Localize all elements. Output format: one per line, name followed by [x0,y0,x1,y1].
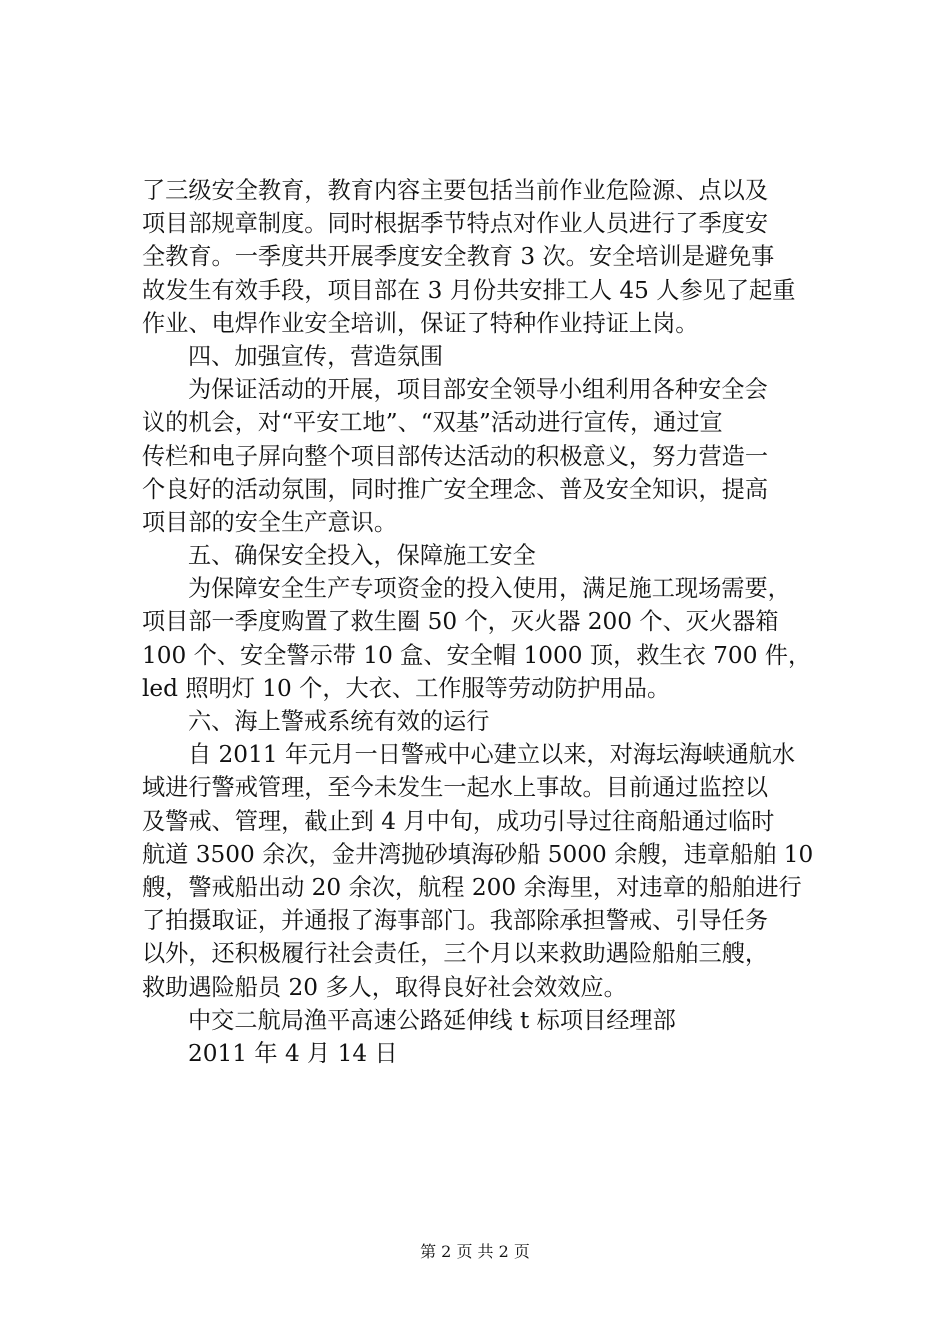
section-heading: 五、确保安全投入，保障施工安全 [188,542,536,570]
body-line: 项目部的安全生产意识。 [142,508,398,536]
body-line: 了三级安全教育，教育内容主要包括当前作业危险源、点以及 [142,177,769,204]
body-line: 艘，警戒船出动 20 余次，航程 200 余海里，对违章的船舶进行 [142,873,802,901]
body-line: 传栏和电子屏向整个项目部传达活动的积极意义，努力营造一 [142,442,769,470]
document-body [142,174,832,1070]
body-line: 故发生有效手段，项目部在 3 月份共安排工人 45 人参见了起重 [142,276,796,304]
body-line: 个良好的活动氛围，同时推广安全理念、普及安全知识，提高 [142,475,769,503]
body-line: 项目部一季度购置了救生圈 50 个，灭火器 200 个、灭火器箱 [142,608,779,636]
body-line: 及警戒、管理，截止到 4 月中旬，成功引导过往商船通过临时 [142,807,775,835]
body-line: 以外，还积极履行社会责任，三个月以来救助遇险船舶三艘， [142,940,769,968]
page-footer: 第 2 页 共 2 页 [420,1242,530,1261]
body-line: 救助遇险船员 20 多人，取得良好社会效效应。 [142,973,627,1001]
body-line: 域进行警戒管理，至今未发生一起水上事故。目前通过监控以 [142,774,769,802]
body-line: 了拍摄取证，并通报了海事部门。我部除承担警戒、引导任务 [142,907,769,935]
body-line: 全教育。一季度共开展季度安全教育 3 次。安全培训是避免事 [142,243,775,271]
body-line: led 照明灯 10 个，大衣、工作服等劳动防护用品。 [142,674,671,702]
signature-date: 2011 年 4 月 14 日 [188,1039,398,1067]
section-heading: 六、海上警戒系统有效的运行 [188,708,490,735]
body-line: 为保障安全生产专项资金的投入使用，满足施工现场需要， [188,575,791,603]
section-heading: 四、加强宣传，营造氛围 [188,342,444,370]
body-line: 议的机会，对“平安工地”、“双基”活动进行宣传，通过宣 [142,409,723,437]
body-line: 自 2011 年元月一日警戒中心建立以来，对海坛海峡通航水 [188,741,796,769]
body-line: 为保证活动的开展，项目部安全领导小组利用各种安全会 [188,376,768,404]
body-line: 作业、电焊作业安全培训，保证了特种作业持证上岗。 [142,309,699,337]
body-line: 100 个、安全警示带 10 盒、安全帽 1000 顶，救生衣 700 件， [142,641,812,669]
body-line: 航道 3500 余次，金井湾抛砂填海砂船 5000 余艘，违章船舶 10 [142,840,814,868]
signature-organization: 中交二航局渔平高速公路延伸线 t 标项目经理部 [188,1006,676,1034]
body-line: 项目部规章制度。同时根据季节特点对作业人员进行了季度安 [142,210,769,238]
